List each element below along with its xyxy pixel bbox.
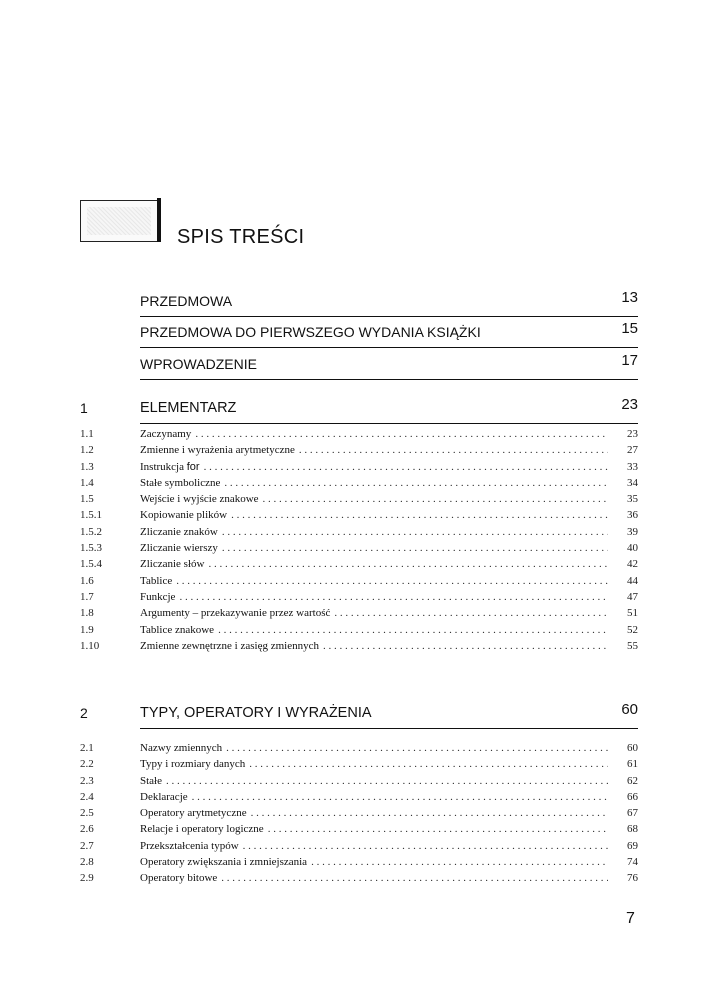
dot-leader	[323, 638, 608, 654]
entry-page-number: 66	[627, 790, 638, 803]
entry-page-number: 52	[627, 623, 638, 636]
chapter-2-entries	[80, 740, 638, 887]
dot-leader	[249, 756, 608, 772]
dot-leader	[222, 540, 608, 556]
entry-title	[140, 773, 162, 789]
entry-number: 1.5.1	[80, 509, 102, 522]
dot-leader	[208, 556, 608, 572]
toc-entry	[80, 638, 638, 654]
toc-entry	[80, 756, 638, 772]
entry-number: 1.2	[80, 444, 94, 457]
toc-entry	[80, 773, 638, 789]
entry-page-number: 33	[627, 460, 638, 473]
entry-page-number: 60	[627, 742, 638, 754]
entry-title-text: Wejście i wyjście znakowe	[140, 493, 259, 506]
entry-title	[140, 789, 188, 805]
toc-entry	[80, 556, 638, 572]
entry-title-text: Zmienne i wyrażenia arytmetyczne	[140, 444, 295, 457]
entry-number: 1.5.4	[80, 558, 102, 571]
entry-number: 2.3	[80, 774, 94, 787]
dot-leader	[179, 589, 608, 605]
entry-number: 1.6	[80, 574, 94, 587]
entry-title-text: Argumenty – przekazywanie przez wartość	[140, 607, 331, 620]
entry-title	[140, 838, 239, 854]
entry-page-number: 62	[627, 774, 638, 787]
chapter-number: 1	[80, 400, 88, 416]
page-number: 7	[626, 910, 635, 927]
entry-page-number: 51	[627, 607, 638, 620]
entry-page-number: 27	[627, 444, 638, 457]
entry-title-text: Operatory zwiększania i zmniejszania	[140, 856, 308, 869]
toc-entry	[80, 459, 638, 475]
toc-entry	[80, 805, 638, 821]
entry-title	[140, 459, 200, 475]
dot-leader	[299, 442, 608, 458]
entry-title	[140, 589, 175, 605]
entry-number: 2.4	[80, 790, 94, 803]
entry-page-number: 76	[627, 872, 638, 885]
entry-number: 1.10	[80, 639, 100, 652]
toc-entry	[80, 442, 638, 458]
page-title: SPIS TREŚCI	[177, 226, 305, 248]
toc-entry	[80, 573, 638, 589]
entry-page-number: 68	[627, 823, 638, 836]
entry-page-number: 36	[627, 509, 638, 522]
dot-leader	[268, 821, 608, 837]
entry-number: 2.9	[80, 872, 94, 885]
entry-number: 2.8	[80, 856, 94, 869]
entry-page-number: 40	[627, 542, 638, 555]
dot-leader	[224, 475, 608, 491]
toc-page-number: 17	[621, 352, 638, 369]
toc-entry	[80, 622, 638, 638]
entry-title	[140, 805, 247, 821]
divider	[140, 316, 638, 317]
entry-number: 1.5	[80, 493, 94, 506]
toc-title: PRZEDMOWA	[140, 293, 233, 309]
dot-leader	[176, 573, 608, 589]
chapter-title: TYPY, OPERATORY I WYRAŻENIA	[140, 705, 372, 721]
dot-leader	[218, 622, 608, 638]
entry-title	[140, 870, 217, 886]
toc-front-introduction	[80, 352, 638, 380]
entry-number: 2.7	[80, 839, 94, 852]
entry-title-text: Tablice	[140, 574, 173, 587]
toc-entry	[80, 605, 638, 621]
toc-entry	[80, 740, 638, 756]
entry-title-text: Zliczanie znaków	[140, 525, 218, 538]
dot-leader	[243, 838, 608, 854]
toc-chapter-1	[80, 396, 638, 424]
entry-title-text: Przekształcenia typów	[140, 839, 239, 852]
entry-title-text: Kopiowanie plików	[140, 509, 228, 522]
chapter-number: 2	[80, 705, 88, 721]
entry-title-text: Relacje i operatory logiczne	[140, 823, 264, 836]
entry-page-number: 74	[627, 856, 638, 869]
entry-title-text: Deklaracje	[140, 790, 188, 803]
dot-leader	[195, 426, 608, 442]
dot-leader	[192, 789, 608, 805]
dot-leader	[226, 740, 608, 756]
entry-title	[140, 556, 204, 572]
toc-entry	[80, 524, 638, 540]
entry-page-number: 44	[627, 574, 638, 587]
entry-title-text: Operatory bitowe	[140, 872, 218, 885]
entry-title	[140, 475, 220, 491]
entry-number: 1.3	[80, 460, 94, 473]
divider	[140, 347, 638, 348]
entry-title	[140, 638, 319, 654]
entry-title	[140, 573, 172, 589]
entry-title-text: Zliczanie słów	[140, 558, 205, 571]
dot-leader	[221, 870, 608, 886]
dot-leader	[166, 773, 608, 789]
entry-page-number: 23	[627, 428, 638, 440]
toc-entry	[80, 426, 638, 442]
chapter-1-entries	[80, 426, 638, 654]
entry-number: 1.5.2	[80, 525, 102, 538]
entry-title	[140, 426, 191, 442]
toc-entry	[80, 821, 638, 837]
dot-leader	[311, 854, 608, 870]
toc-entry	[80, 507, 638, 523]
entry-title	[140, 740, 222, 756]
entry-number: 2.2	[80, 758, 94, 771]
entry-title	[140, 507, 227, 523]
entry-number: 2.6	[80, 823, 94, 836]
entry-title	[140, 854, 307, 870]
dot-leader	[231, 507, 608, 523]
dot-leader	[251, 805, 608, 821]
entry-title-text: Instrukcja	[140, 460, 184, 473]
entry-number: 2.5	[80, 807, 94, 820]
entry-title	[140, 605, 330, 621]
entry-title-text: Stałe	[140, 774, 162, 787]
entry-title-text: Zliczanie wierszy	[140, 542, 218, 555]
toc-entry	[80, 491, 638, 507]
toc-entry	[80, 838, 638, 854]
entry-title	[140, 821, 264, 837]
entry-title-text: Funkcje	[140, 590, 176, 603]
toc-page-number: 23	[621, 396, 638, 413]
dot-leader	[263, 491, 608, 507]
entry-title	[140, 622, 214, 638]
entry-number: 1.9	[80, 623, 94, 636]
divider	[140, 379, 638, 380]
toc-entry	[80, 540, 638, 556]
entry-title	[140, 524, 218, 540]
dot-leader	[222, 524, 608, 540]
toc-page-number: 60	[621, 701, 638, 718]
entry-title-text: Zaczynamy	[140, 428, 192, 440]
entry-title-text: Zmienne zewnętrzne i zasięg zmiennych	[140, 639, 319, 652]
toc-title: PRZEDMOWA DO PIERWSZEGO WYDANIA KSIĄŻKI	[140, 324, 481, 340]
entry-page-number: 39	[627, 525, 638, 538]
entry-number: 1.1	[80, 428, 94, 440]
entry-number: 1.7	[80, 590, 94, 603]
toc-entry	[80, 854, 638, 870]
toc-page-number: 15	[621, 320, 638, 337]
entry-page-number: 34	[627, 476, 638, 489]
toc-front-preface	[80, 289, 638, 317]
divider	[140, 728, 638, 729]
entry-title-text: Typy i rozmiary danych	[140, 758, 246, 771]
entry-page-number: 42	[627, 558, 638, 571]
entry-title	[140, 442, 295, 458]
entry-page-number: 47	[627, 590, 638, 603]
toc-title: WPROWADZENIE	[140, 356, 257, 372]
entry-number: 1.8	[80, 607, 94, 620]
entry-page-number: 67	[627, 807, 638, 820]
entry-title	[140, 756, 245, 772]
toc-front-first-edition-preface	[80, 320, 638, 348]
entry-page-number: 35	[627, 493, 638, 506]
entry-page-number: 55	[627, 639, 638, 652]
toc-entry	[80, 475, 638, 491]
entry-title	[140, 491, 259, 507]
entry-title-text: Stałe symboliczne	[140, 476, 221, 489]
entry-code-keyword: for	[186, 460, 200, 473]
entry-number: 1.4	[80, 476, 94, 489]
entry-title-text: Nazwy zmiennych	[140, 742, 223, 754]
toc-entry	[80, 789, 638, 805]
chapter-marker-box	[80, 200, 158, 242]
entry-number: 1.5.3	[80, 542, 102, 555]
entry-page-number: 61	[627, 758, 638, 771]
divider	[140, 423, 638, 424]
toc-entry	[80, 870, 638, 886]
entry-title-text: Operatory arytmetyczne	[140, 807, 247, 820]
chapter-title: ELEMENTARZ	[140, 400, 237, 416]
entry-number: 2.1	[80, 742, 94, 754]
entry-page-number: 69	[627, 839, 638, 852]
dot-leader	[204, 459, 608, 475]
entry-title-text: Tablice znakowe	[140, 623, 215, 636]
dot-leader	[334, 605, 608, 621]
toc-entry	[80, 589, 638, 605]
toc-page-number: 13	[621, 289, 638, 306]
toc-chapter-2	[80, 701, 638, 729]
entry-title	[140, 540, 218, 556]
